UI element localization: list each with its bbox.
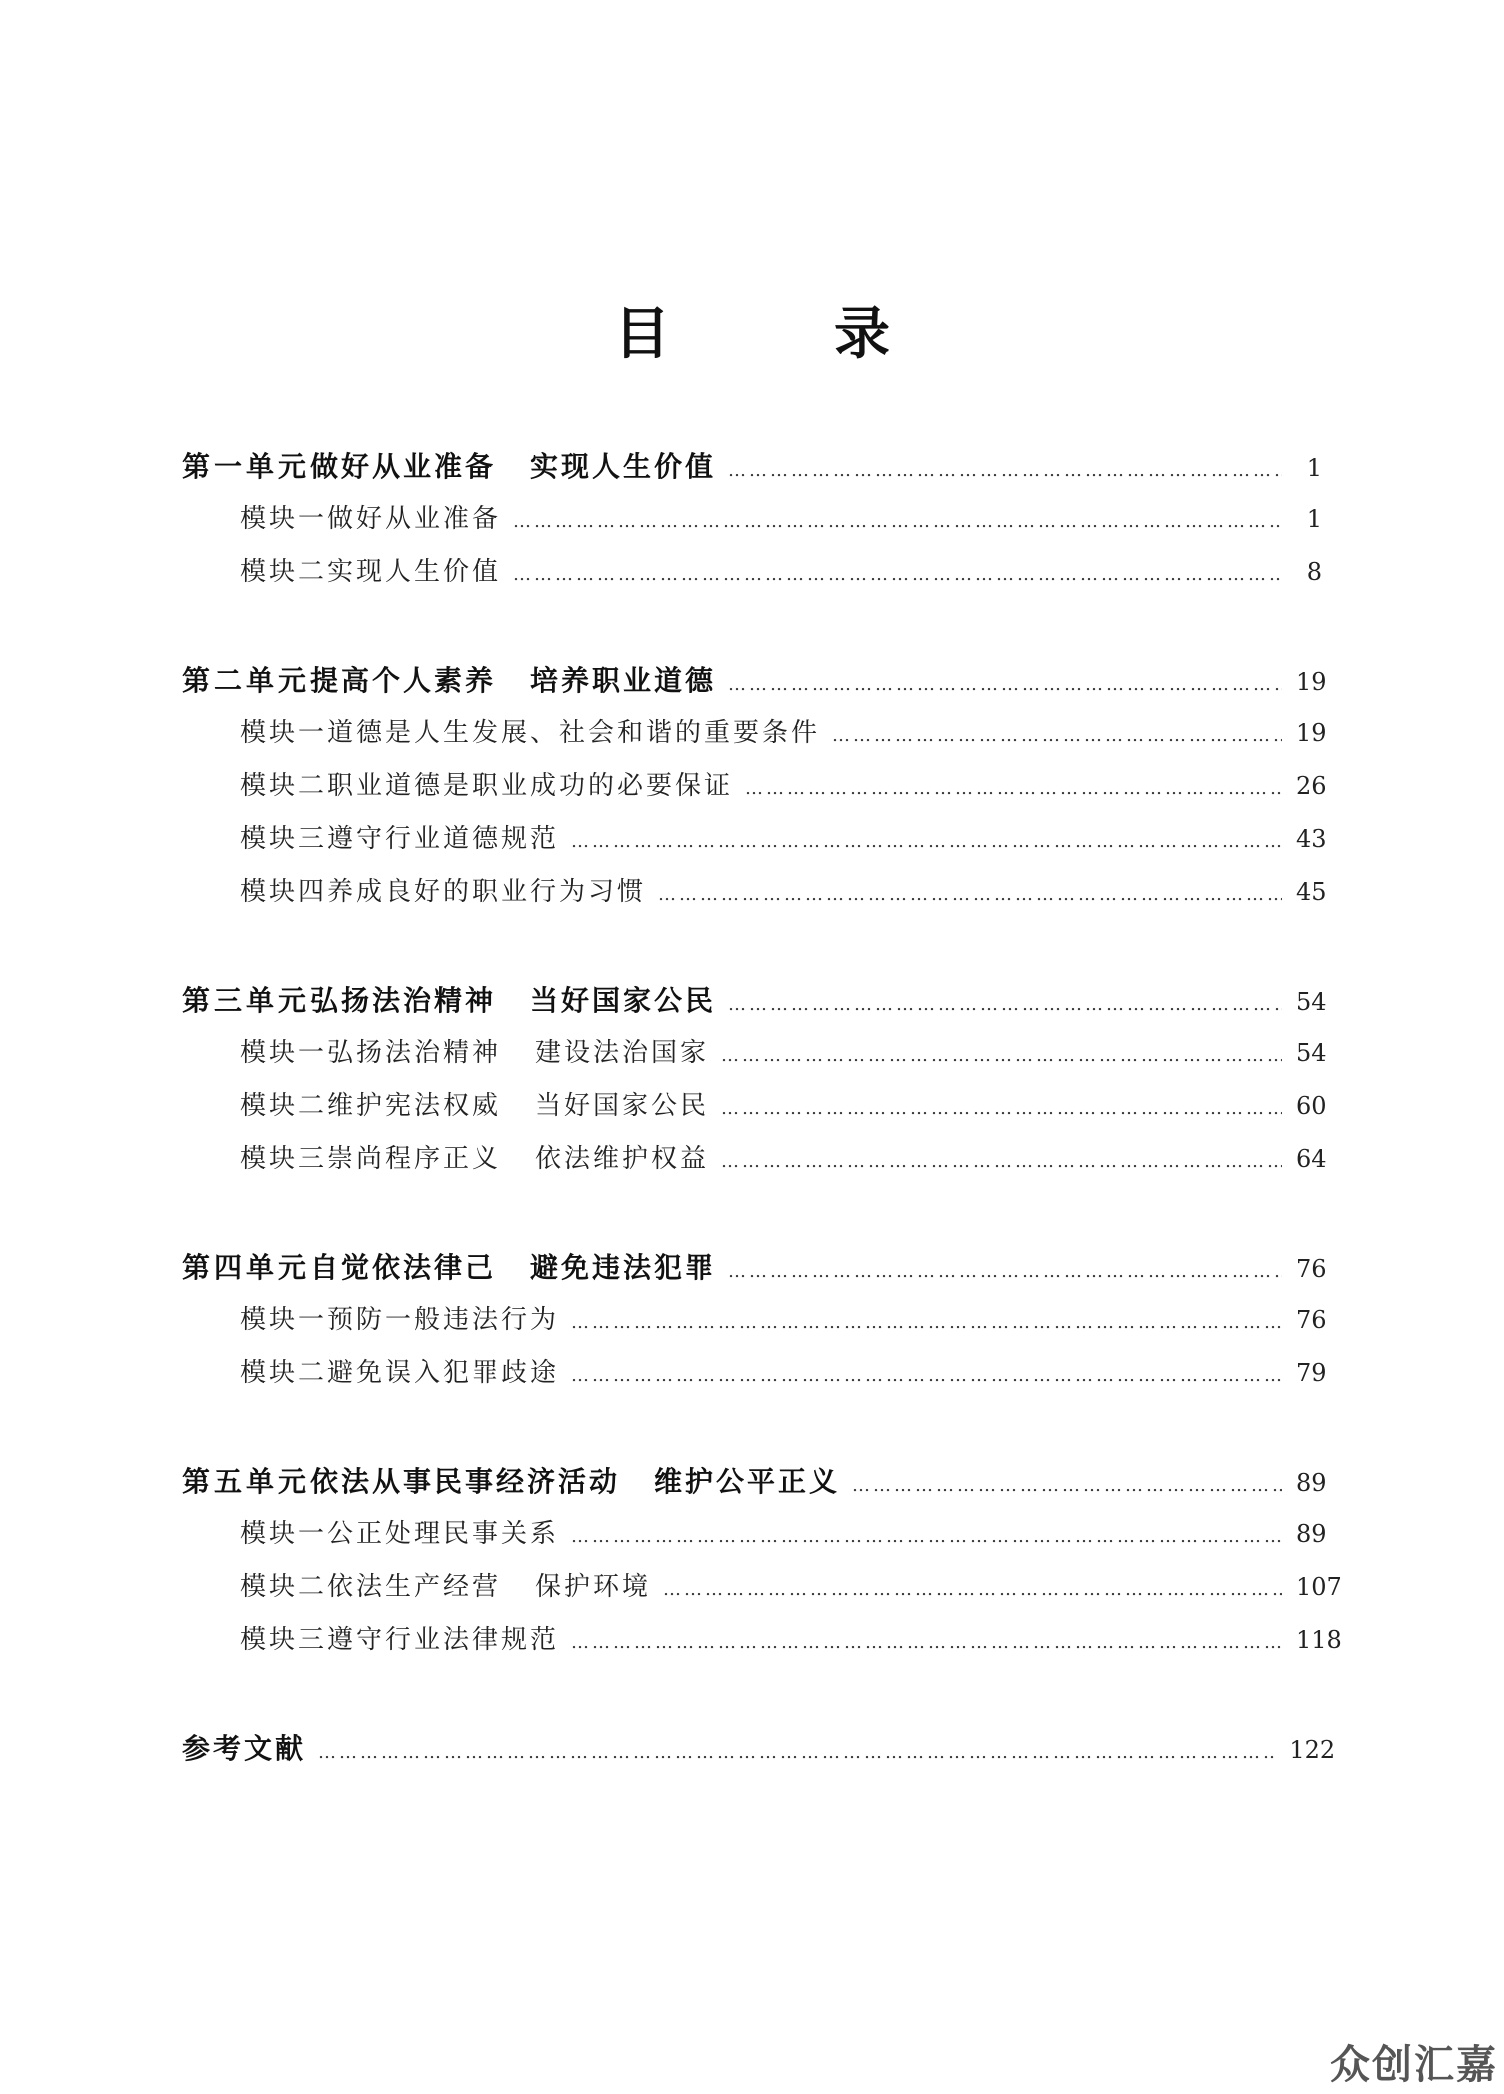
module-label: 模块三	[240, 1625, 328, 1655]
page-number: 122	[1289, 1736, 1336, 1764]
dot-leader	[728, 444, 1282, 497]
module-title-part: 遵守行业道德规范	[327, 824, 560, 854]
module-title-part: 养成良好的职业行为习惯	[327, 877, 647, 907]
unit-title	[310, 1241, 716, 1294]
module-title-part: 道德是人生发展、社会和谐的重要条件	[327, 718, 821, 748]
module-title	[327, 546, 501, 599]
page-number: 1	[1306, 454, 1322, 482]
page-number: 76	[1296, 1306, 1327, 1334]
module-label: 模块二	[240, 1572, 328, 1602]
toc-module[interactable]	[182, 813, 1327, 866]
dot-leader	[571, 815, 1282, 868]
unit-title-part: 做好从业准备	[310, 450, 497, 483]
toc-unit-2[interactable]	[182, 654, 1327, 707]
unit-label: 第五单元	[182, 1465, 311, 1498]
module-title-part: 建设法治国家	[535, 1038, 710, 1068]
toc-unit-3[interactable]	[182, 974, 1327, 1027]
toc-module[interactable]	[182, 1614, 1342, 1667]
unit-label: 第一单元	[182, 450, 311, 483]
module-title-part: 依法维护权益	[535, 1144, 710, 1174]
dot-leader	[721, 1029, 1282, 1082]
module-title	[327, 1294, 559, 1347]
module-label: 模块一	[240, 718, 328, 748]
module-label: 模块二	[240, 557, 328, 587]
toc-references[interactable]	[182, 1722, 1336, 1775]
references-title: 参考文献	[182, 1732, 307, 1765]
module-title	[327, 813, 559, 866]
toc-module[interactable]	[182, 1133, 1327, 1186]
module-title-part: 实现人生价值	[327, 557, 502, 587]
page-number: 118	[1296, 1626, 1342, 1654]
page-number: 19	[1296, 719, 1327, 747]
toc-unit-5[interactable]	[182, 1455, 1327, 1508]
dot-leader	[721, 1135, 1282, 1188]
section-gap	[182, 919, 1322, 974]
watermark-logo: 众创汇嘉	[1330, 2042, 1498, 2088]
section-gap	[182, 599, 1322, 654]
module-title-part: 预防一般违法行为	[327, 1305, 560, 1335]
unit-title-part: 实现人生价值	[530, 450, 717, 483]
unit-title	[310, 1455, 840, 1508]
page-number: 89	[1296, 1520, 1327, 1548]
section-gap	[182, 1400, 1322, 1455]
dot-leader	[663, 1563, 1282, 1616]
toc-module[interactable]	[182, 1080, 1327, 1133]
page-number: 19	[1296, 668, 1327, 696]
toc-module[interactable]	[182, 866, 1327, 919]
unit-title-part: 弘扬法治精神	[310, 984, 497, 1017]
page-number: 54	[1296, 988, 1327, 1016]
module-title	[327, 1508, 559, 1561]
module-title	[327, 1347, 559, 1400]
module-title-part: 当好国家公民	[535, 1091, 710, 1121]
toc-module[interactable]	[182, 1294, 1327, 1347]
toc-module[interactable]	[182, 760, 1327, 813]
module-label: 模块一	[240, 504, 328, 534]
module-title	[327, 493, 501, 546]
unit-label: 第三单元	[182, 984, 311, 1017]
dot-leader	[513, 548, 1282, 601]
module-label: 模块二	[240, 1358, 328, 1388]
dot-leader	[658, 868, 1282, 921]
module-label: 模块二	[240, 771, 328, 801]
unit-title-part: 提高个人素养	[310, 664, 497, 697]
toc-module[interactable]	[182, 493, 1322, 546]
dot-leader	[571, 1510, 1282, 1563]
module-title-part: 公正处理民事关系	[327, 1519, 560, 1549]
dot-leader	[571, 1616, 1282, 1669]
module-title	[327, 1027, 709, 1080]
page-number: 45	[1296, 878, 1327, 906]
module-title	[327, 1614, 559, 1667]
page-number: 26	[1296, 772, 1327, 800]
unit-title	[310, 654, 716, 707]
module-title	[327, 1133, 709, 1186]
dot-leader	[728, 978, 1282, 1031]
module-title	[327, 866, 646, 919]
page-number: 1	[1306, 505, 1322, 533]
page-title: 目 录	[614, 301, 944, 367]
page-number: 8	[1306, 558, 1322, 586]
module-label: 模块四	[240, 877, 328, 907]
toc-unit-4[interactable]	[182, 1241, 1327, 1294]
unit-title	[310, 440, 716, 493]
unit-title-part: 依法从事民事经济活动	[310, 1465, 621, 1498]
module-title-part: 保护环境	[535, 1572, 652, 1602]
dot-leader	[832, 709, 1282, 762]
module-label: 模块一	[240, 1305, 328, 1335]
table-of-contents	[182, 440, 1342, 1775]
module-label: 模块三	[240, 1144, 328, 1174]
dot-leader	[721, 1082, 1282, 1135]
module-label: 模块三	[240, 824, 328, 854]
section-gap	[182, 1186, 1322, 1241]
dot-leader	[571, 1296, 1282, 1349]
unit-title-part: 维护公平正义	[654, 1465, 841, 1498]
module-title-part: 弘扬法治精神	[327, 1038, 502, 1068]
module-label: 模块二	[240, 1091, 328, 1121]
toc-module[interactable]	[182, 1561, 1342, 1614]
dot-leader	[852, 1459, 1282, 1512]
unit-title-part: 培养职业道德	[530, 664, 717, 697]
page-number: 54	[1296, 1039, 1327, 1067]
unit-title-part: 避免违法犯罪	[530, 1251, 717, 1284]
module-title-part: 遵守行业法律规范	[327, 1625, 560, 1655]
page-number: 76	[1296, 1255, 1327, 1283]
module-title	[327, 1561, 651, 1614]
module-title	[327, 707, 820, 760]
page-number: 89	[1296, 1469, 1327, 1497]
page-number: 64	[1296, 1145, 1327, 1173]
module-label: 模块一	[240, 1038, 328, 1068]
page-number: 79	[1296, 1359, 1327, 1387]
toc-module[interactable]	[182, 1347, 1327, 1400]
module-title-part: 依法生产经营	[327, 1572, 502, 1602]
module-title	[327, 760, 733, 813]
dot-leader	[318, 1726, 1275, 1779]
page-number: 60	[1296, 1092, 1327, 1120]
dot-leader	[513, 495, 1282, 548]
module-title-part: 做好从业准备	[327, 504, 502, 534]
module-title-part: 崇尚程序正义	[327, 1144, 502, 1174]
toc-module[interactable]	[182, 1027, 1327, 1080]
unit-label: 第二单元	[182, 664, 311, 697]
toc-module[interactable]	[182, 546, 1322, 599]
dot-leader	[728, 1245, 1282, 1298]
module-title	[327, 1080, 709, 1133]
toc-module[interactable]	[182, 707, 1327, 760]
dot-leader	[728, 658, 1282, 711]
toc-unit-1[interactable]	[182, 440, 1322, 493]
unit-title	[310, 974, 716, 1027]
unit-title-part: 当好国家公民	[530, 984, 717, 1017]
dot-leader	[745, 762, 1282, 815]
toc-module[interactable]	[182, 1508, 1327, 1561]
page-number: 107	[1296, 1573, 1342, 1601]
page-number: 43	[1296, 825, 1327, 853]
module-label: 模块一	[240, 1519, 328, 1549]
section-gap	[182, 1667, 1322, 1722]
module-title-part: 职业道德是职业成功的必要保证	[327, 771, 734, 801]
dot-leader	[571, 1349, 1282, 1402]
module-title-part: 避免误入犯罪歧途	[327, 1358, 560, 1388]
unit-title-part: 自觉依法律己	[310, 1251, 497, 1284]
module-title-part: 维护宪法权威	[327, 1091, 502, 1121]
unit-label: 第四单元	[182, 1251, 311, 1284]
